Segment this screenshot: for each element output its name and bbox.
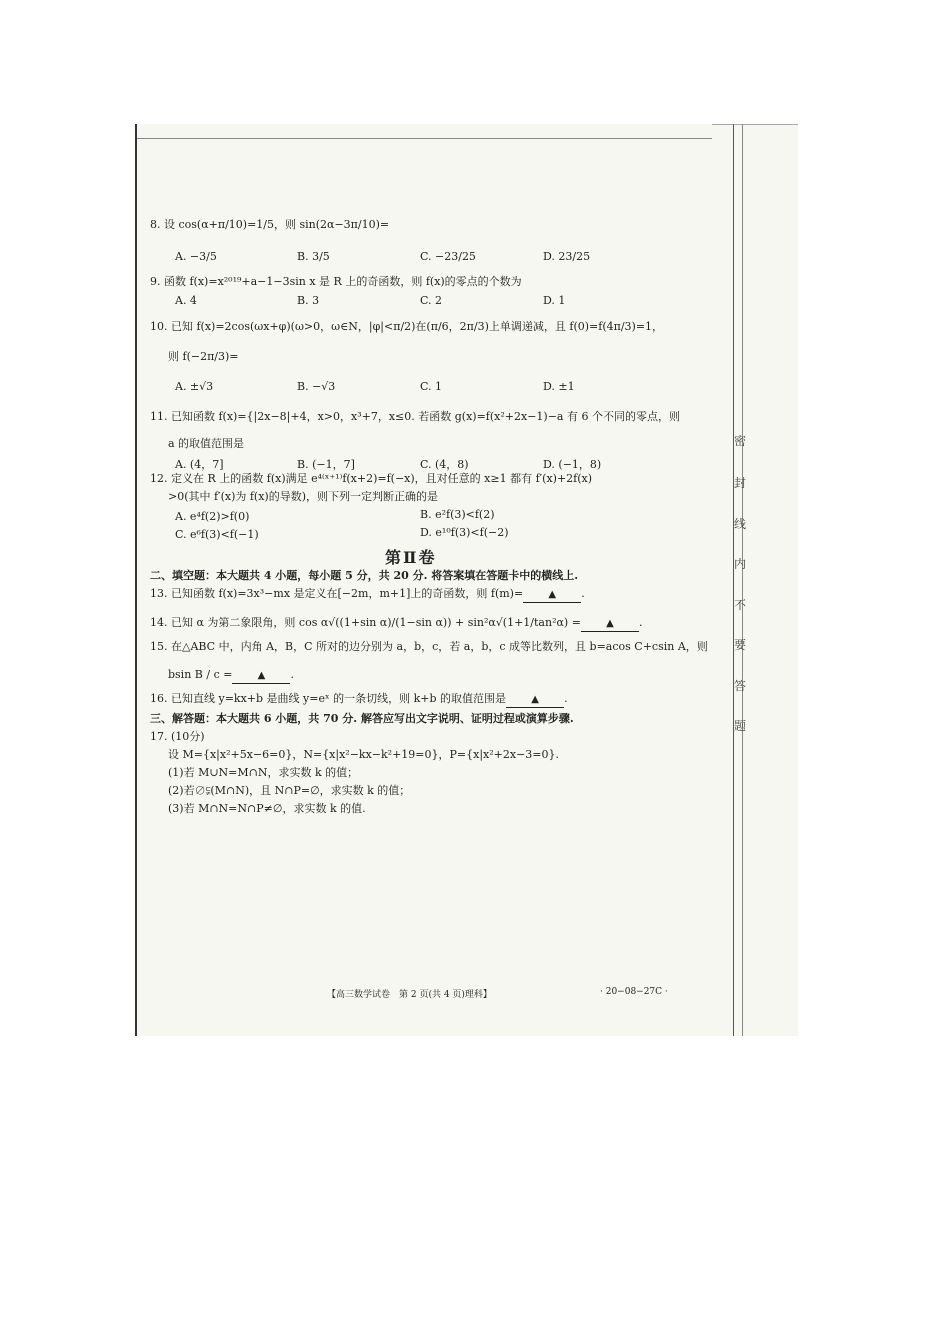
seal-char: 封 xyxy=(733,476,746,490)
question-12-cont: >0(其中 f′(x)为 f(x)的导数)，则下列一定判断正确的是 xyxy=(168,490,439,503)
q16-stem: 16. 已知直线 y=kx+b 是曲线 y=eˣ 的一条切线，则 k+b 的取值范围是 xyxy=(150,692,507,705)
question-15: 15. 在△ABC 中，内角 A，B，C 所对的边分别为 a，b，c，若 a，b，c 成等比数列，且 b=acos C+csin A，则 xyxy=(150,640,708,653)
seal-char: 答 xyxy=(733,679,746,693)
page-top-line xyxy=(137,138,712,139)
question-12: 12. 定义在 R 上的函数 f(x)满足 e⁴⁽ˣ⁺¹⁾f(x+2)=f(−x)，且对任意的 x≥1 都有 f′(x)+2f(x) xyxy=(150,472,593,485)
answer-blank: ▲ xyxy=(506,693,564,708)
question-8: 8. 设 cos(α+π/10)=1/5，则 sin(2α−3π/10)= xyxy=(150,218,390,231)
footer-title: 【高三数学试卷 第 2 页(共 4 页)理科】 xyxy=(327,990,492,1000)
q9-option-a: A. 4 xyxy=(175,294,197,307)
q12-option-a: A. e⁴f(2)>f(0) xyxy=(175,510,250,523)
q12-option-d: D. e¹⁰f(3)<f(−2) xyxy=(420,526,509,539)
seal-char: 不 xyxy=(733,598,746,612)
question-11: 11. 已知函数 f(x)={|2x−8|+4，x>0，x³+7，x≤0. 若函数 g(x)=f(x²+2x−1)−a 有 6 个不同的零点，则 xyxy=(150,410,680,423)
question-10: 10. 已知 f(x)=2cos(ωx+φ)(ω>0，ω∈N，|φ|<π/2)在(π/6，2π/3)上单调递减，且 f(0)=f(4π/3)=1， xyxy=(150,320,664,333)
q17-part-2: (2)若∅⫋(M∩N)，且 N∩P=∅，求实数 k 的值； xyxy=(168,784,411,797)
question-17: 17. (10分) xyxy=(150,730,205,743)
q14-stem: 14. 已知 α 为第二象限角，则 cos α√((1+sin α)/(1−sin α)) + sin²α√(1+1/tan²α) = xyxy=(150,616,581,629)
q17-part-1: (1)若 M∪N=M∩N，求实数 k 的值； xyxy=(168,766,359,779)
question-13: 13. 已知函数 f(x)=3x³−mx 是定义在[−2m，m+1]上的奇函数，则 f(m)= ▲ . xyxy=(150,587,585,603)
q9-option-c: C. 2 xyxy=(420,294,443,307)
fill-in-heading: 二、填空题：本大题共 4 小题，每小题 5 分，共 20 分. 将答案填在答题卡中的横线上. xyxy=(150,569,579,582)
question-15-cont: bsin B / c = ▲ . xyxy=(168,668,294,684)
q11-option-c: C. (4，8) xyxy=(420,458,469,471)
q10-option-a: A. ±√3 xyxy=(175,380,214,393)
question-9: 9. 函数 f(x)=x²⁰¹⁹+a−1−3sin x 是 R 上的奇函数，则 f(x)的零点的个数为 xyxy=(150,275,522,288)
q12-option-b: B. e²f(3)<f(2) xyxy=(420,508,495,521)
seal-line-outer xyxy=(742,124,743,1036)
seal-line-inner xyxy=(733,124,734,1036)
q8-option-b: B. 3/5 xyxy=(297,250,330,263)
q17-sets: 设 M={x|x²+5x−6=0}，N={x|x²−kx−k²+19=0}，P={x|x²+2x−3=0}. xyxy=(168,748,559,761)
page-top-line-right xyxy=(712,124,798,125)
q9-option-d: D. 1 xyxy=(543,294,566,307)
answer-blank: ▲ xyxy=(523,588,581,603)
q12-option-c: C. e⁶f(3)<f(−1) xyxy=(175,528,259,541)
question-11-cont: a 的取值范围是 xyxy=(168,437,245,450)
q11-option-d: D. (−1，8) xyxy=(543,458,602,471)
q11-option-b: B. (−1，7] xyxy=(297,458,355,471)
seal-char: 题 xyxy=(733,719,746,733)
q9-option-b: B. 3 xyxy=(297,294,320,307)
q8-option-d: D. 23/25 xyxy=(543,250,591,263)
question-14: 14. 已知 α 为第二象限角，则 cos α√((1+sin α)/(1−sin α)) + sin²α√(1+1/tan²α) = ▲ . xyxy=(150,616,642,632)
question-10-cont: 则 f(−2π/3)= xyxy=(168,350,239,363)
q8-option-c: C. −23/25 xyxy=(420,250,476,263)
answer-blank: ▲ xyxy=(232,669,290,684)
footer-code: · 20−08−27C · xyxy=(600,987,668,997)
seal-char: 密 xyxy=(733,434,746,448)
seal-char: 线 xyxy=(733,517,746,531)
q10-option-d: D. ±1 xyxy=(543,380,575,393)
q15-stem2: bsin B / c = xyxy=(168,668,233,681)
section-title: 第Ⅱ卷 xyxy=(385,548,437,567)
q17-part-3: (3)若 M∩N=N∩P≠∅，求实数 k 的值. xyxy=(168,802,366,815)
q11-option-a: A. (4，7] xyxy=(175,458,224,471)
answer-heading: 三、解答题：本大题共 6 小题，共 70 分. 解答应写出文字说明、证明过程或演算步骤. xyxy=(150,712,574,725)
seal-char: 要 xyxy=(733,638,746,652)
answer-blank: ▲ xyxy=(581,617,639,632)
q10-option-b: B. −√3 xyxy=(297,380,336,393)
q8-option-a: A. −3/5 xyxy=(175,250,217,263)
question-16: 16. 已知直线 y=kx+b 是曲线 y=eˣ 的一条切线，则 k+b 的取值范围是 ▲ . xyxy=(150,692,568,708)
seal-char: 内 xyxy=(733,557,746,571)
q13-stem: 13. 已知函数 f(x)=3x³−mx 是定义在[−2m，m+1]上的奇函数，则 f(m)= xyxy=(150,587,524,600)
q10-option-c: C. 1 xyxy=(420,380,443,393)
page-edge xyxy=(135,124,137,1036)
